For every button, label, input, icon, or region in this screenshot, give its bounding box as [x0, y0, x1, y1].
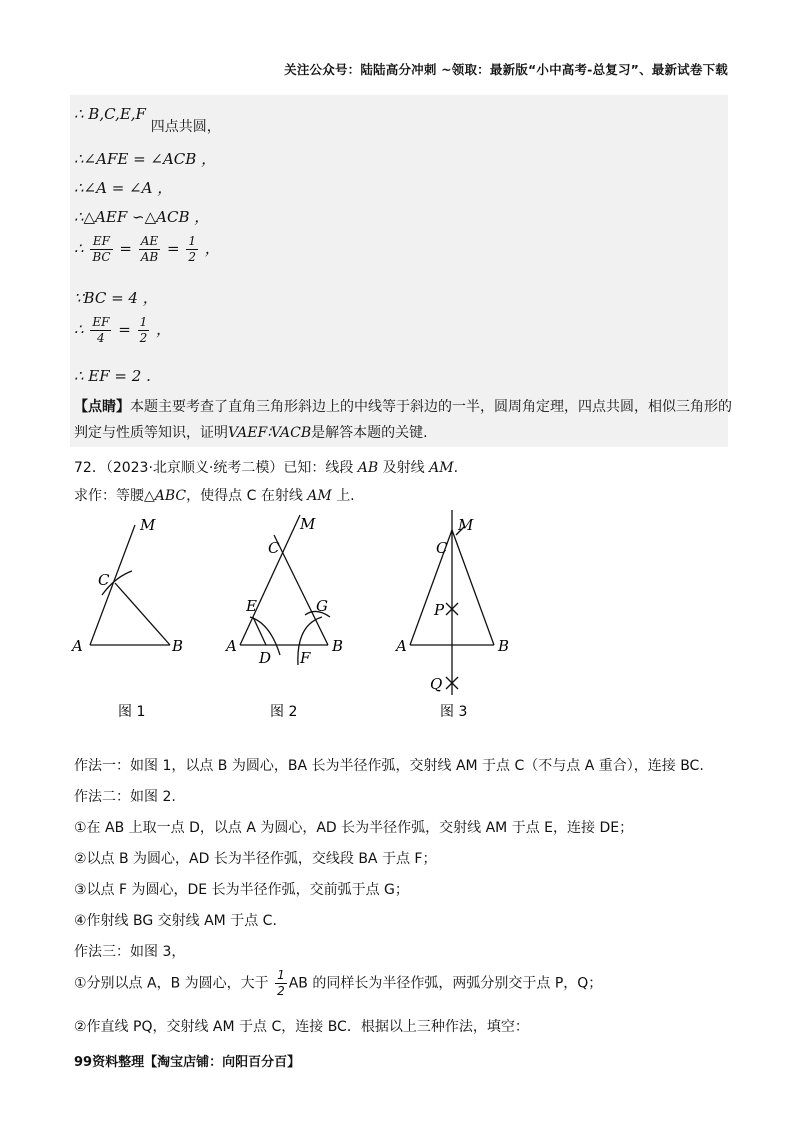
fraction-one-half-2: $\frac{1}{2}$	[139, 315, 148, 345]
fig2-caption: 图 2	[270, 704, 298, 720]
method-3-title: 作法三：如图 3，	[74, 944, 186, 960]
fraction-half-ab: $\frac{1}{2}$	[277, 968, 285, 998]
page-number: 99	[74, 1055, 93, 1070]
fig2-label-m: M	[300, 515, 316, 533]
m3-s1-post: AB 的同样长为半径作弧，两弧分别交于点 P，Q；	[288, 975, 603, 992]
method-1: 作法一：如图 1，以点 B 为圆心，BA 长为半径作弧，交射线 AM 于点 C（不与点 A 重合），连接 BC.	[74, 758, 704, 774]
comment-text: 本题主要考查了直角三角形斜边上的中线等于斜边的一半，圆周角定理，四点共圆，相似三角形的判定与性质等知识，证明	[74, 399, 732, 441]
comment-paragraph	[74, 394, 734, 446]
fig1-label-c: C	[98, 571, 110, 589]
comment-math: VAEF∶VACB	[228, 425, 312, 441]
construct-prefix: 求作：等腰	[74, 488, 144, 504]
solution-line-3: ∴∠A = ∠A ，	[74, 179, 173, 197]
fig2-label-e: E	[246, 597, 257, 615]
fraction-ae-ab: $\frac{AE}{AB}$	[140, 234, 159, 264]
solution-line-6: ∵BC = 4 ，	[74, 289, 158, 307]
fig3-label-p: P	[434, 601, 445, 619]
construct-statement	[74, 485, 355, 505]
fig1-label-b: B	[172, 637, 184, 655]
fig1-label-a: A	[72, 637, 83, 655]
fig3-label-c: C	[436, 539, 448, 557]
construction-figures	[60, 505, 520, 725]
figure-2	[240, 515, 330, 665]
method-2-title: 作法二：如图 2.	[74, 789, 176, 805]
fraction-ef-bc: $\frac{EF}{BC}$	[92, 234, 111, 264]
fig1-ray-am	[90, 525, 135, 645]
construct-end: 上.	[336, 488, 355, 504]
fraction-one-half: $\frac{1}{2}$	[188, 234, 196, 264]
fig3-label-m: M	[458, 516, 474, 534]
fig2-label-d: D	[259, 649, 272, 667]
fig2-ray-am	[240, 515, 300, 645]
fig2-ray-bg	[274, 535, 328, 645]
problem-source: 72．（2023·北京顺义·统考二模）已知：线段	[74, 460, 354, 476]
construct-suffix: ，使得点 C 在射线	[186, 488, 303, 504]
fig3-label-a: A	[396, 637, 407, 655]
and-ray-text: 及射线	[382, 460, 425, 476]
comment-tail: 是解答本题的关键.	[311, 425, 428, 441]
four-points: ∴ B,C,E,F	[74, 105, 146, 123]
method-2-step-2: ②以点 B 为圆心，AD 长为半径作弧，交线段 BA 于点 F；	[74, 851, 437, 867]
solution-line-4: ∴△AEF ∽△ACB ，	[74, 208, 210, 226]
therefore-symbol: ∴	[74, 239, 84, 258]
solution-line-7: ∴ $\frac{EF}{4}$ = $\frac{1}{2}$ ，	[74, 315, 171, 345]
solution-line-2: ∴∠AFE = ∠ACB ，	[74, 150, 217, 168]
footer-text: 资料整理【淘宝店铺：向阳百分百】	[92, 1055, 301, 1070]
concyclic-text: 四点共圆，	[150, 119, 221, 135]
figure-3	[410, 510, 494, 695]
page-footer	[74, 1051, 300, 1070]
method-2-step-4: ④作射线 BG 交射线 AM 于点 C.	[74, 913, 277, 929]
fig3-segment-bc	[452, 530, 494, 645]
fig3-caption: 图 3	[440, 704, 468, 720]
method-3-step-2: ②作直线 PQ，交射线 AM 于点 C，连接 BC．根据以上三种作法，填空：	[74, 1019, 529, 1035]
problem-statement: 72．（2023·北京顺义·统考二模）已知：线段 AB 及射线 AM.	[74, 460, 459, 476]
fig3-label-b: B	[498, 637, 510, 655]
solution-line-1	[74, 104, 221, 135]
solution-line-5: ∴ $\frac{EF}{BC}$ = $\frac{AE}{AB}$ = $\frac{1}{2}$ ，	[74, 234, 220, 264]
page-header: 关注公众号：陆陆高分冲刺 ~领取：最新版“小中高考-总复习”、最新试卷下载	[284, 62, 728, 77]
therefore-symbol-2: ∴	[74, 320, 84, 339]
fig3-label-q: Q	[430, 675, 443, 693]
fig2-label-c: C	[268, 539, 280, 557]
method-2-step-3: ③以点 F 为圆心，DE 长为半径作弧，交前弧于点 G；	[74, 882, 409, 898]
fig2-label-g: G	[316, 597, 328, 615]
fig1-caption: 图 1	[118, 704, 146, 720]
comment-label: 【点睛】	[74, 399, 130, 415]
fig1-segment-bc	[115, 583, 170, 645]
triangle-abc: △ABC	[144, 488, 187, 504]
fig2-label-f: F	[300, 649, 311, 667]
segment-ab: AB	[357, 460, 379, 476]
ray-am: AM	[429, 460, 454, 476]
m3-s1-pre: ①分别以点 A，B 为圆心，大于	[74, 975, 269, 992]
construct-ray: AM	[307, 488, 332, 504]
method-2-step-1: ①在 AB 上取一点 D，以点 A 为圆心，AD 长为半径作弧，交射线 AM 于点 E，连接 DE；	[74, 820, 634, 836]
solution-line-8: ∴ EF = 2 .	[74, 367, 151, 385]
fig2-label-a: A	[226, 637, 237, 655]
fraction-ef-4: $\frac{EF}{4}$	[92, 315, 110, 345]
fig2-label-b: B	[332, 637, 344, 655]
method-3-step-1	[74, 968, 602, 999]
fig1-label-m: M	[140, 516, 156, 534]
